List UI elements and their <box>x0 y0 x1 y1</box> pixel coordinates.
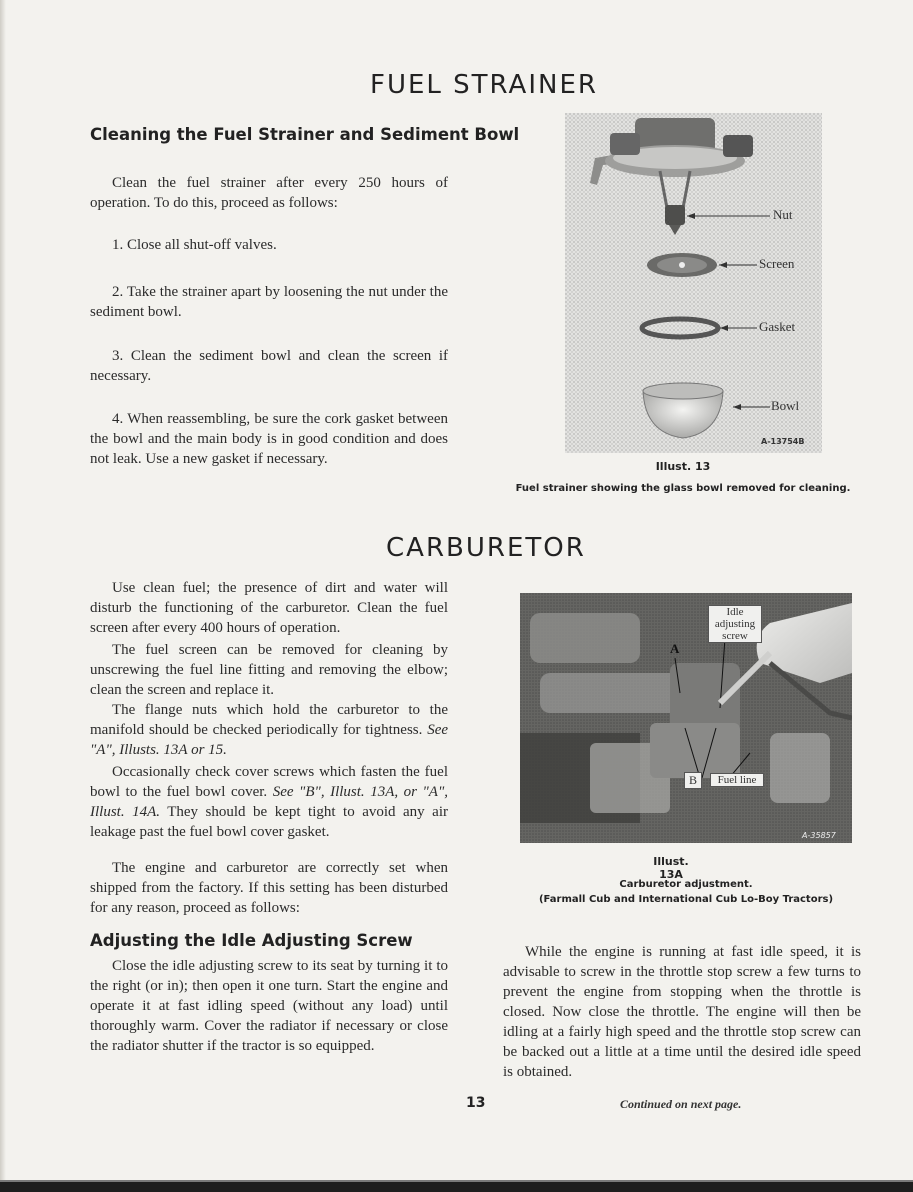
fuel-strainer-step-2: 2. Take the strainer apart by loosening the nut under the sediment bowl. <box>90 284 448 320</box>
carburetor-illustration <box>520 593 852 843</box>
fuel-strainer-step-1: 1. Close all shut-off valves. <box>112 237 277 253</box>
throttle-stop-paragraph: While the engine is running at fast idle speed, it is advisable to screw in the throttle stop screw a few turns to prevent the engine from stopping when the throttle is closed. Now close the throttle. The engine will then be idling at a fairly high speed and the throttle stop screw can be backed out a little at a time until the desired idle speed is obtained. <box>503 944 861 1080</box>
carburetor-paragraph-3 <box>90 700 448 760</box>
continued-note: Continued on next page. <box>620 1097 742 1111</box>
fuel-strainer-illustration <box>565 113 822 453</box>
fuel-strainer-step-3: 3. Clean the sediment bowl and clean the screen if necessary. <box>90 348 448 384</box>
carburetor-title: CARBURETOR <box>386 533 586 563</box>
page-number: 13 <box>466 1095 486 1111</box>
fuel-strainer-subheading: Cleaning the Fuel Strainer and Sediment Bowl <box>90 125 520 144</box>
bottom-bar <box>0 1182 913 1192</box>
fuel-line-label: Fuel line <box>710 773 764 787</box>
carburetor-paragraph-4-text-2: They should be kept tight to avoid any air leakage past the fuel bowl cover gasket. <box>90 804 449 840</box>
carburetor-paragraph-4-ref: See "B", Illust. 13A, or "A", Illust. 14A. <box>90 784 449 820</box>
illus13-caption: Fuel strainer showing the glass bowl removed for cleaning. <box>515 483 851 494</box>
fuel-strainer-step-4: 4. When reassembling, be sure the cork gasket between the bowl and the main body is in good condition and does not leak. Use a new gasket if necessary. <box>90 411 448 467</box>
carburetor-paragraph-1: Use clean fuel; the presence of dirt and water will disturb the functioning of the carburetor. Clean the fuel screen after every 400 hours of operation. <box>90 580 448 636</box>
gasket-label: Gasket <box>759 319 796 334</box>
illus13a-caption-1: Carburetor adjustment. <box>619 879 753 890</box>
illus13a-number: Illust. 13A <box>653 855 689 881</box>
callout-b-label: B <box>684 772 702 789</box>
page-edge <box>0 0 6 1192</box>
illus13a-caption-2: (Farmall Cub and International Cub Lo-Boy Tractors) <box>538 894 834 905</box>
bowl-label: Bowl <box>771 398 800 413</box>
idle-screw-paragraph: Close the idle adjusting screw to its seat by turning it to the right (or in); then open it one turn. Start the engine and operate it at fast idling speed (without any load) until thoroughly warm. Cover the radiator if necessary or close the radiator shutter if the tractor is so equipped. <box>90 958 448 1054</box>
carburetor-paragraph-3-ref: See "A", Illusts. 13A or 15. <box>90 722 449 758</box>
carburetor-paragraph-5: The engine and carburetor are correctly set when shipped from the factory. If this setting has been disturbed for any reason, proceed as follows: <box>90 860 448 916</box>
fuel-strainer-title: FUEL STRAINER <box>370 70 598 100</box>
carburetor-paragraph-2: The fuel screen can be removed for cleaning by unscrewing the fuel line fitting and removing the elbow; clean the screen and replace it. <box>90 642 448 698</box>
carburetor-photo <box>520 593 852 843</box>
carburetor-paragraph-3-text: The flange nuts which hold the carburetor to the manifold should be checked periodically for tightness. <box>90 702 448 738</box>
illus13-code: A-13754B <box>761 437 805 446</box>
callout-a-label: A <box>670 641 680 656</box>
idle-screw-subheading: Adjusting the Idle Adjusting Screw <box>90 931 413 950</box>
carburetor-paragraph-4-text: Occasionally check cover screws which fasten the fuel bowl to the fuel bowl cover. <box>90 764 448 800</box>
idle-adjusting-screw-label: Idle adjusting screw <box>708 605 762 643</box>
illus13-number: Illust. 13 <box>655 460 711 473</box>
screen-label: Screen <box>759 256 795 271</box>
fuel-strainer-intro: Clean the fuel strainer after every 250 hours of operation. To do this, proceed as follows: <box>90 175 448 211</box>
carburetor-paragraph-4 <box>90 762 448 842</box>
illus13a-code: A-35857 <box>802 831 836 840</box>
nut-label: Nut <box>773 207 793 222</box>
